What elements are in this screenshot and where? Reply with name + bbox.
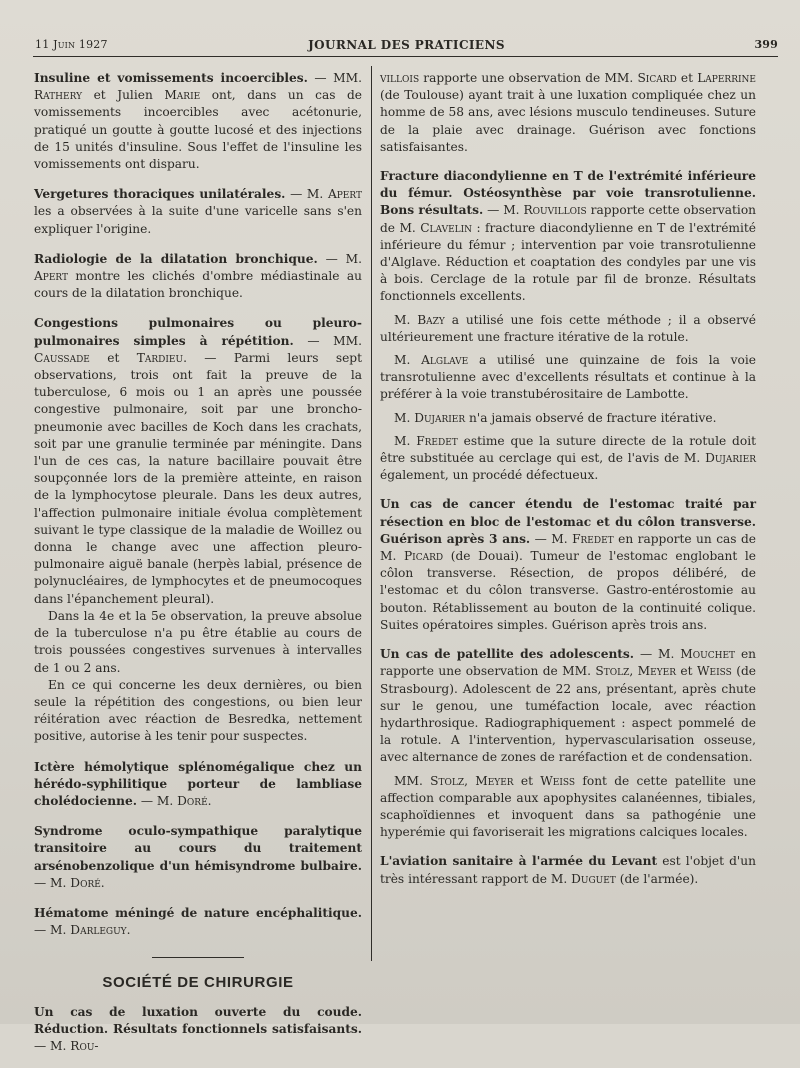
article-body: Hématome méningé de nature encéphalitique. — M. Darleguy.	[34, 905, 362, 938]
article-insuline	[34, 70, 362, 173]
left-column	[34, 70, 362, 1068]
header-rule	[33, 56, 778, 57]
author: Rouvillois	[523, 203, 587, 218]
column-divider	[371, 66, 372, 961]
article-fracture	[380, 168, 756, 484]
article-title: Radiologie de la dilatation bronchique.	[34, 251, 318, 266]
section-rule	[152, 957, 244, 958]
article-body: Radiologie de la dilatation bronchique. — M. Apert montre les clichés d'ombre médiastinale au cours de la dilatation bronchique.	[34, 251, 362, 301]
article-paragraph: M. Alglave a utilisé une quinzaine de fois la voie transrotulienne avec d'excellents résultats et continue à la préférer à la voie transtubérositaire de Lambotte.	[380, 353, 756, 402]
article-title: Insuline et vomissements incoercibles.	[34, 71, 308, 85]
article-body: Un cas de cancer étendu de l'estomac traité par résection en bloc de l'estomac et du côlon transverse. Guérison après 3 ans. — M. Fredet en rapporte un cas de M. Picard (de Douai). Tumeur de l'estomac englobant le côlon transverse. Résection, de propos délibéré, de l'estomac et du côlon transverse. Gastro-entérostomie au bouton. Rétablissement au bouton de la continuité colique. Suites opératoires simples. Guérison après trois ans.	[380, 497, 757, 632]
article-title: Un cas de patellite des adolescents.	[380, 647, 635, 662]
author: Meyer	[637, 664, 677, 679]
article-cancer	[380, 496, 756, 634]
article-body: Congestions pulmonaires ou pleuro-pulmonaires simples à répétition. — MM. Caussade et Tardieu. — Parmi leurs sept observations, trois ont fait la preuve de la tuberculose, 6 mois ou 1 an après une poussée congestive pulmonaire, soit par une broncho-pneumonie avec bacilles de Koch dans les crachats, soit par une granulie terminée par méningite. Dans l'un de ces cas, la nature bacillaire pouvait être soupçonnée lors de la première atteinte, en raison de la lymphocytose pleurale. Dans les deux autres, l'affection pulmonaire initiale évolua complètement suivant le type classique de la maladie de Woillez ou donna le change avec une affection pleuro-pulmonaire aiguë banale (herpès labial, présence de polynucléaires, de lymphocytes et de pneumocoques dans l'épanchement pleural).	[34, 316, 363, 606]
author: Rathery	[34, 88, 83, 103]
page-number: 399	[754, 38, 778, 51]
author: Weiss	[696, 664, 732, 679]
article-congestions	[34, 315, 362, 745]
article-body: villois rapporte une observation de MM. Sicard et Laperrine (de Toulouse) ayant trait à une luxation compliquée chez un homme de 58 ans, avec lésions musculo tendineuses. Suture de la plaie avec drainage. Guérison avec fonctions satisfaisantes.	[380, 71, 756, 154]
article-title: Un cas de luxation ouverte du coude. Réduction. Résultats fonctionnels satisfaisants.	[34, 1004, 362, 1036]
article-aviation	[380, 853, 756, 887]
author: Stolz	[430, 773, 465, 788]
author: Rou-	[70, 1038, 99, 1053]
author: Dujarier	[705, 451, 756, 466]
author: Clavelin	[420, 220, 473, 235]
article-paragraph: M. Bazy a utilisé une fois cette méthode ; il a observé ultérieurement une fracture itérative de la rotule.	[380, 312, 756, 344]
issue-date: 11 Juin 1927	[35, 38, 108, 51]
author: Sicard	[637, 71, 677, 85]
author: Tardieu	[136, 350, 184, 365]
author: Weiss	[540, 773, 576, 788]
author: Apert	[34, 269, 69, 284]
author: Doré	[70, 875, 101, 890]
article-radiologie	[34, 251, 362, 303]
author: Fredet	[572, 531, 614, 546]
author: Duguet	[571, 871, 616, 886]
article-body: Fracture diacondylienne en T de l'extrémité inférieure du fémur. Ostéosynthèse par voie transrotulienne. Bons résultats. — M. Rouvillois rapporte cette observation de M. Clavelin : fracture diacondylienne en T de l'extrémité inférieure du fémur ; intervention par voie transrotulienne d'Alglave. Réduction et coaptation des condyles par une vis à bois. Cerclage de la rotule par fil de bronze. Résultats fonctionnels excellents.	[380, 169, 757, 304]
article-paragraph: M. Dujarier n'a jamais observé de fracture itérative.	[394, 410, 717, 425]
article-title: Un cas de cancer étendu de l'estomac traité par résection en bloc de l'estomac et du côlon transverse. Guérison après 3 ans.	[380, 497, 756, 546]
author: Alglave	[421, 353, 469, 368]
section-heading: SOCIÉTÉ DE CHIRURGIE	[102, 974, 294, 992]
article-paragraph: Dans la 4e et la 5e observation, la preuve absolue de la tuberculose n'a pu être établie au cours de trois poussées congestives survenues à intervalles de 1 ou 2 ans.	[34, 608, 362, 675]
article-title: Syndrome oculo-sympathique paralytique transitoire au cours du traitement arsénobenzolique d'un hémisyndrome bulbaire.	[34, 824, 362, 873]
author: Apert	[327, 187, 362, 202]
article-body: Un cas de luxation ouverte du coude. Réduction. Résultats fonctionnels satisfaisants. — M. Rou-	[34, 1004, 362, 1053]
author: Picard	[403, 549, 444, 564]
author: Darleguy	[70, 923, 127, 938]
author: Doré	[177, 793, 208, 808]
article-body: Syndrome oculo-sympathique paralytique transitoire au cours du traitement arsénobenzolique d'un hémisyndrome bulbaire. — M. Doré.	[34, 824, 362, 890]
running-header	[35, 38, 778, 56]
author: Caussade	[34, 350, 90, 365]
article-luxation-continued	[380, 70, 756, 156]
author: villois	[380, 71, 420, 85]
journal-title: JOURNAL DES PRATICIENS	[308, 38, 505, 52]
article-luxation	[34, 1004, 362, 1056]
author: Stolz	[595, 664, 630, 679]
article-body: Insuline et vomissements incoercibles. — MM. Rathery et Julien Marie ont, dans un cas de vomissements incoercibles avec acétonurie, pratiqué un goutte à goutte lucosé et des injections de 15 unités d'insuline. Sous l'effet de l'insuline les vomissements ont disparu.	[34, 71, 362, 172]
article-vergetures	[34, 186, 362, 238]
author: Fredet	[416, 433, 458, 448]
article-title: L'aviation sanitaire à l'armée du Levant	[380, 854, 658, 869]
article-title: Congestions pulmonaires ou pleuro-pulmonaires simples à répétition.	[34, 316, 362, 348]
article-paragraph: M. Fredet estime que la suture directe de la rotule doit être substituée au cerclage qui est, de l'avis de M. Dujarier également, un procédé défectueux.	[380, 433, 756, 483]
article-ictere	[34, 759, 362, 811]
author: Dujarier	[414, 410, 466, 425]
article-title: Vergetures thoraciques unilatérales.	[34, 187, 286, 202]
right-column	[380, 70, 756, 900]
article-title: Fracture diacondylienne en T de l'extrémité inférieure du fémur. Ostéosynthèse par voie transrotulienne. Bons résultats.	[380, 169, 756, 218]
author: Meyer	[475, 773, 514, 788]
article-hematome	[34, 905, 362, 939]
article-body: L'aviation sanitaire à l'armée du Levant est l'objet d'un très intéressant rapport de M. Duguet (de l'armée).	[380, 854, 756, 886]
author: Marie	[164, 88, 201, 103]
author: Mouchet	[680, 647, 736, 662]
article-body: Ictère hémolytique splénomégalique chez un hérédo-syphilitique porteur de lambliase cholédocienne. — M. Doré.	[34, 759, 362, 808]
article-syndrome	[34, 823, 362, 892]
author: Bazy	[417, 312, 445, 327]
article-body: Un cas de patellite des adolescents. — M. Mouchet en rapporte une observation de MM. Stolz, Meyer et Weiss (de Strasbourg). Adolescent de 22 ans, présentant, après chute sur le genou, une tuméfaction locale, avec réaction hydarthrosique. Radiographiquement : aspect pommelé de la rotule. A l'intervention, hypervascularisation osseuse, avec alternance de zones de raréfaction et de condensation.	[380, 647, 757, 765]
article-patellite	[380, 646, 756, 841]
article-paragraph: MM. Stolz, Meyer et Weiss font de cette patellite une affection comparable aux apophysites calanéennes, tibiales, scaphoïdiennes et invoquent dans sa pathogénie une hyperémie qui favoriserait les migrations calciques locales.	[380, 773, 757, 840]
article-title: Ictère hémolytique splénomégalique chez un hérédo-syphilitique porteur de lambliase cholédocienne.	[34, 759, 362, 808]
article-title: Hématome méningé de nature encéphalitique.	[34, 905, 362, 920]
article-paragraph: En ce qui concerne les deux dernières, ou bien seule la répétition des congestions, ou bien leur réitération avec réaction de Besredka, nettement positive, autorise à les tenir pour suspectes.	[34, 677, 362, 744]
author: Laperrine	[697, 71, 756, 85]
article-body: Vergetures thoraciques unilatérales. — M. Apert les a observées à la suite d'une varicelle sans s'en expliquer l'origine.	[34, 187, 362, 236]
